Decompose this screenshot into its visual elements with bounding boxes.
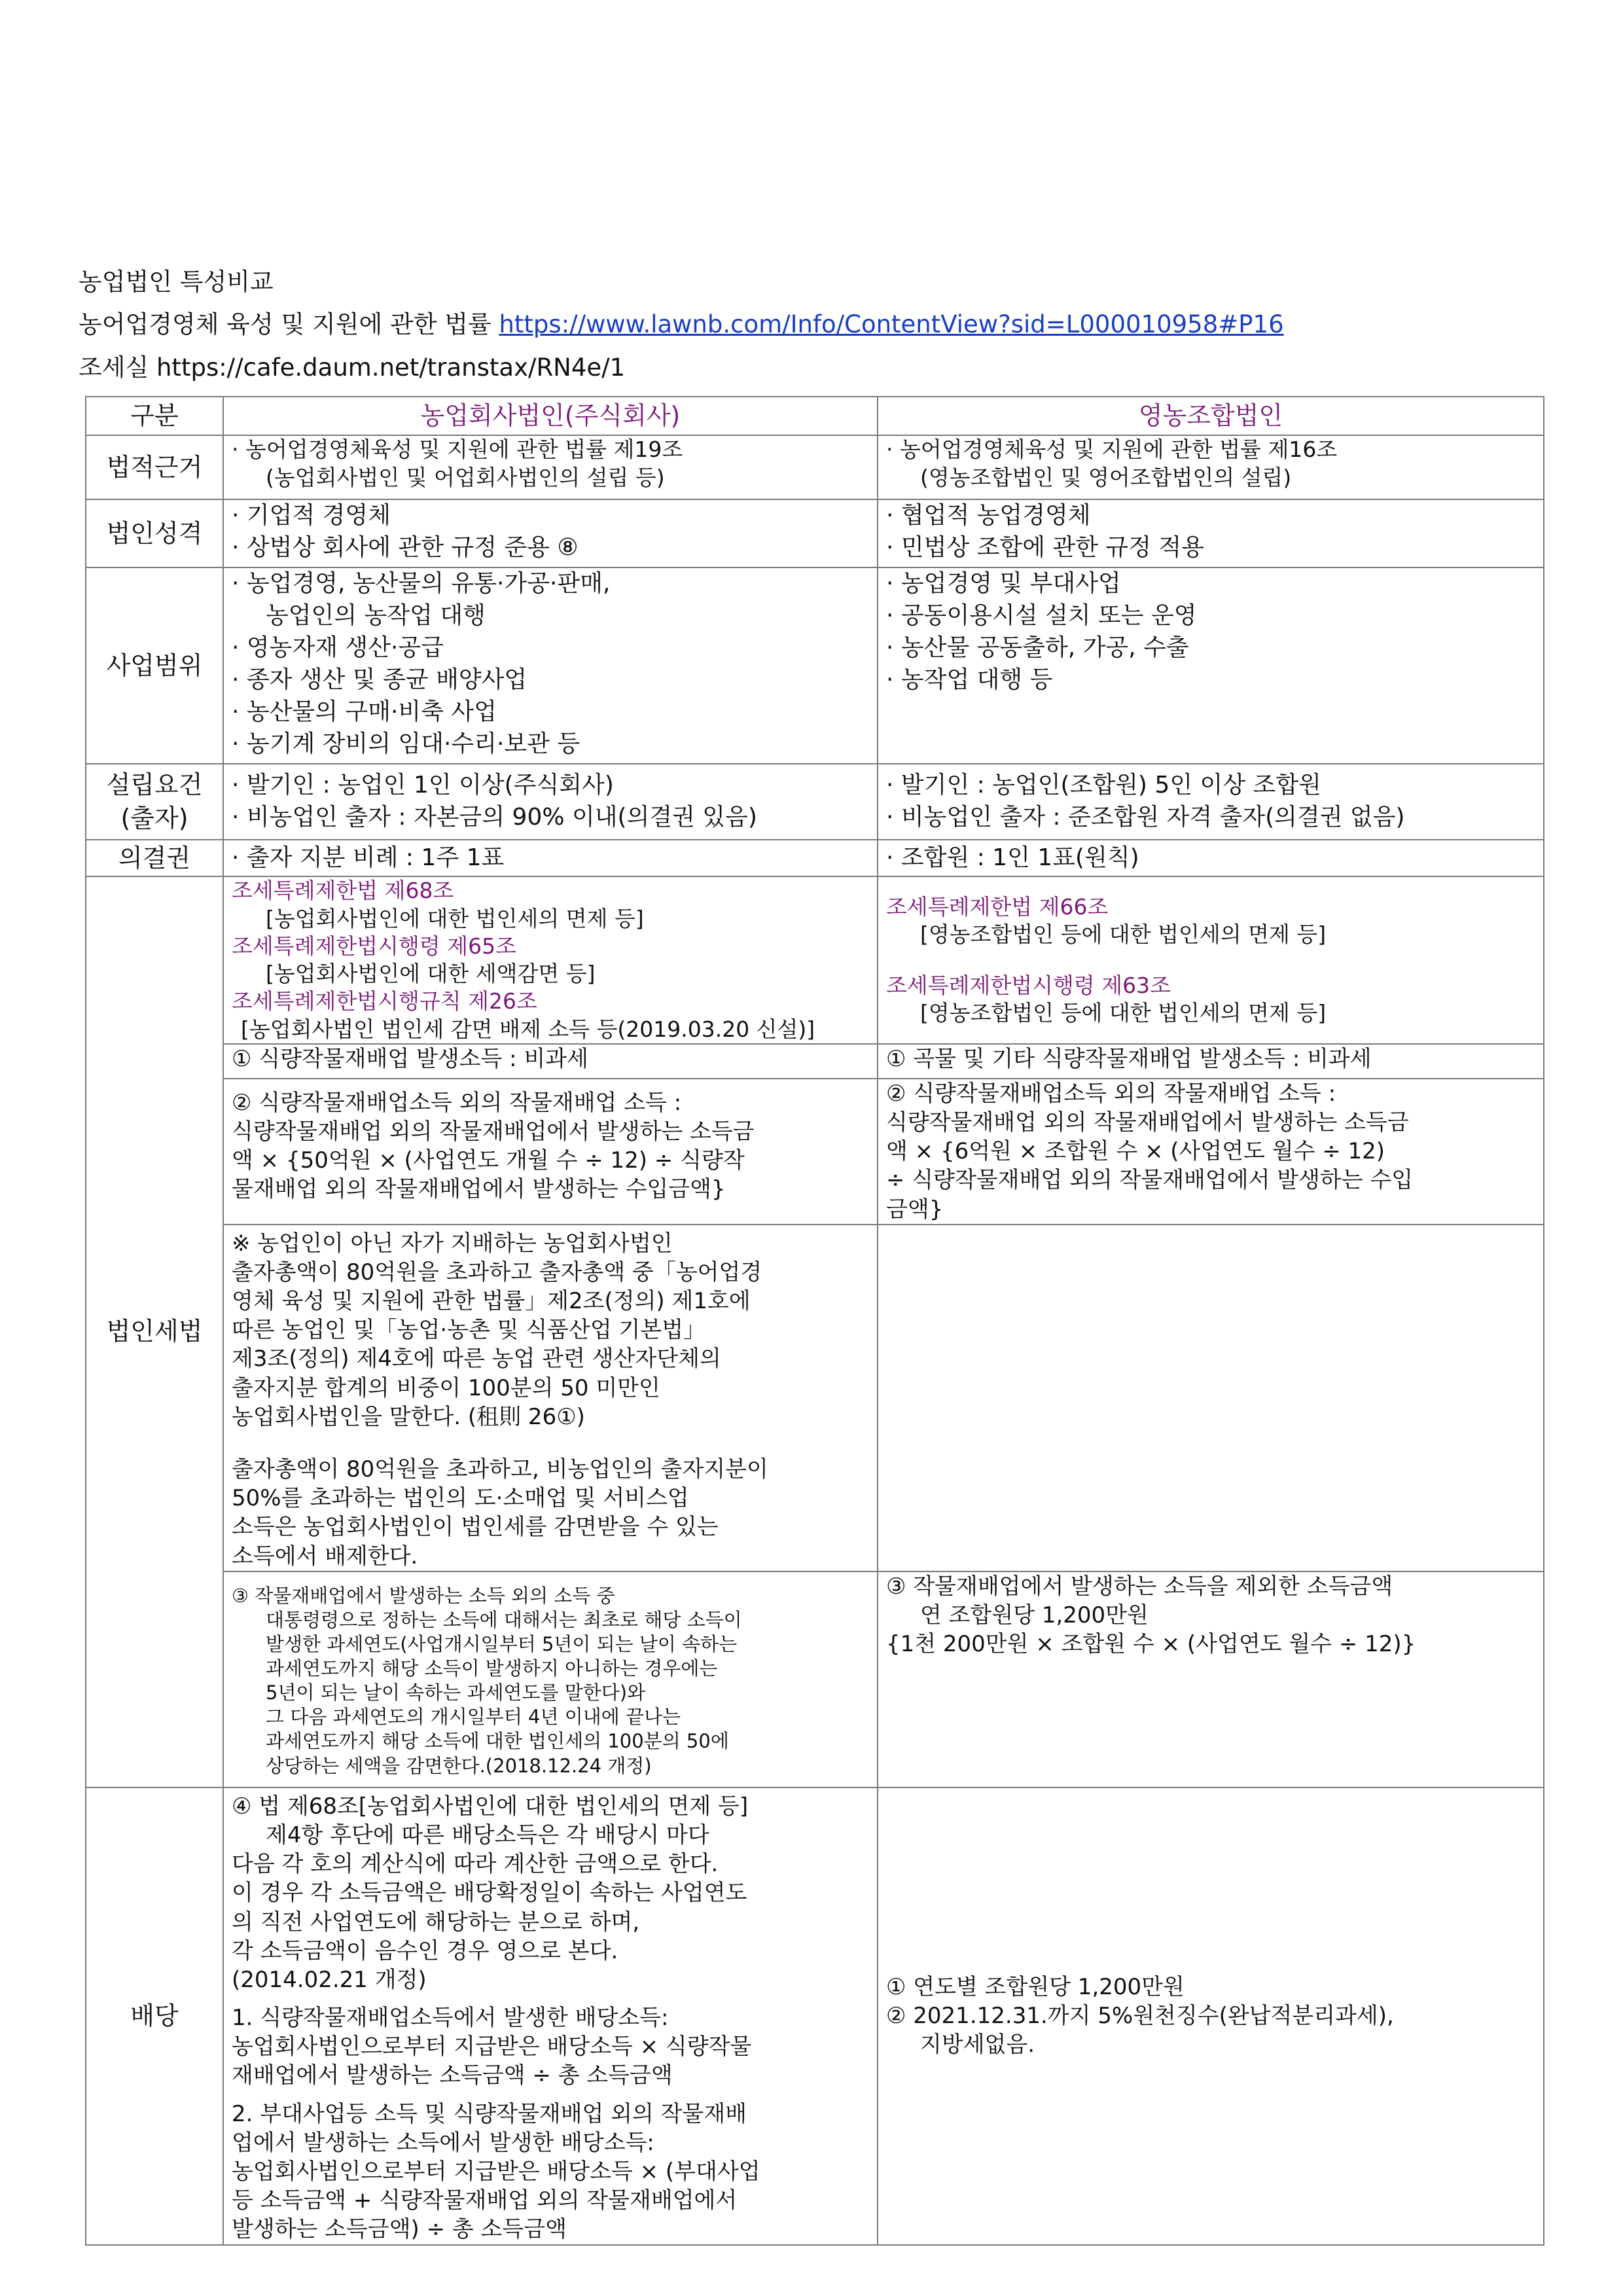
- text-line: 업에서 발생하는 소득에서 발생한 배당소득:: [232, 2129, 654, 2156]
- text-line: ① 연도별 조합원당 1,200만원: [886, 1973, 1185, 2000]
- row-corp-tax-item2: [86, 1079, 1544, 1225]
- text-line: · 기업적 경영체: [232, 502, 391, 529]
- text-line: ④ 법 제68조[농업회사법인에 대한 법인세의 면제 등]: [232, 1793, 749, 1820]
- header-agri-company: 농업회사법인(주식회사): [223, 397, 878, 435]
- text-line: 그 다음 과세연도의 개시일부터 4년 이내에 끝나는: [266, 1706, 681, 1729]
- text-line: 액 × {50억원 × (사업연도 개월 수 ÷ 12) ÷ 식량작: [232, 1147, 745, 1174]
- text-line: · 농산물의 구매·비축 사업: [232, 698, 497, 726]
- row-legal-basis: [86, 435, 1544, 499]
- text-line: 농업회사법인으로부터 지급받은 배당소득 × (부대사업: [232, 2159, 760, 2185]
- spacer: [232, 1994, 869, 2003]
- text-line: · 농기계 장비의 임대·수리·보관 등: [232, 730, 580, 758]
- text-line: · 영농자재 생산·공급: [232, 634, 444, 662]
- text-line: 이 경우 각 소득금액은 배당확정일이 속하는 사업연도: [232, 1880, 747, 1907]
- establish-right: [878, 764, 1544, 840]
- text-line: 금액}: [886, 1196, 944, 1223]
- law-ref-line: 조세특례제한법시행규칙 제26조: [232, 988, 537, 1014]
- text-line: 상당하는 세액을 감면한다.(2018.12.24 개정): [266, 1754, 652, 1777]
- text-line: · 비농업인 출자 : 자본금의 90% 이내(의결권 있음): [232, 804, 757, 831]
- row-voting: [86, 840, 1544, 876]
- text-line: 액 × {6억원 × 조합원 수 × (사업연도 월수 ÷ 12): [886, 1138, 1385, 1165]
- law-reference-label: 농어업경영체 육성 및 지원에 관한 법률: [79, 310, 499, 338]
- corp-tax-notes-right-empty: [878, 1225, 1544, 1571]
- text-line: 5년이 되는 날이 속하는 과세연도를 말한다)와: [266, 1681, 646, 1704]
- text-line: 발생하는 소득금액) ÷ 총 소득금액: [232, 2216, 567, 2243]
- row-label-legal-basis: 법적근거: [86, 435, 223, 499]
- text-line: · 농산물 공동출하, 가공, 수출: [886, 634, 1189, 662]
- law-ref-line: [영농조합법인 등에 대한 법인세의 면제 등]: [920, 1000, 1327, 1026]
- legal-basis-left: [223, 435, 878, 499]
- text-line: 과세연도까지 해당 소득이 발생하지 아니하는 경우에는: [266, 1657, 718, 1680]
- header-category: 구분: [86, 397, 223, 435]
- text-line: 제4항 후단에 따른 배당소득은 각 배당시 마다: [266, 1821, 709, 1848]
- legal-basis-right: [878, 435, 1544, 499]
- text-line: 출자총액이 80억원을 초과하고, 비농업인의 출자지분이: [232, 1456, 768, 1483]
- scope-right: [878, 567, 1544, 764]
- text-line: ② 2021.12.31.까지 5%원천징수(완납적분리과세),: [886, 2003, 1394, 2030]
- text-line: 물재배업 외의 작물재배업에서 발생하는 수입금액}: [232, 1176, 726, 1203]
- row-label-line: (출자): [120, 804, 188, 833]
- voting-left: [223, 840, 878, 876]
- text-line: · 공동이용시설 설치 또는 운영: [886, 602, 1197, 630]
- voting-right: [878, 840, 1544, 876]
- text-line: 대통령령으로 정하는 소득에 대해서는 최초로 해당 소득이: [266, 1608, 742, 1631]
- corp-tax-item3-left: [223, 1571, 878, 1787]
- law-ref-line: 조세특례제한법 제68조: [232, 878, 454, 904]
- text-line: ③ 작물재배업에서 발생하는 소득 외의 소득 중: [232, 1584, 615, 1607]
- law-ref-line: 조세특례제한법시행령 제63조: [886, 973, 1171, 999]
- text-line: · 조합원 : 1인 1표(원칙): [886, 844, 1139, 871]
- text-line: · 상법상 회사에 관한 규정 준용 ⑧: [232, 534, 579, 562]
- dividend-left: [223, 1787, 878, 2245]
- table-header-row: [86, 397, 1544, 435]
- law-ref-line: [농업회사법인에 대한 법인세의 면제 등]: [266, 905, 644, 931]
- text-line: 소득에서 배제한다.: [232, 1543, 418, 1570]
- text-line: · 농어업경영체육성 및 지원에 관한 법률 제16조: [886, 437, 1338, 463]
- text-line: · 민법상 조합에 관한 규정 적용: [886, 534, 1204, 562]
- text-line: · 농작업 대행 등: [886, 666, 1053, 694]
- text-line: 농업회사법인을 말한다. (租則 26①): [232, 1403, 585, 1430]
- nature-right: [878, 499, 1544, 567]
- law-ref-line: [농업회사법인에 대한 세액감면 등]: [266, 961, 596, 987]
- text-line: · 농업경영 및 부대사업: [886, 570, 1121, 598]
- text-line: 의 직전 사업연도에 해당하는 분으로 하며,: [232, 1909, 640, 1935]
- text-line: 따른 농업인 및「농업·농촌 및 식품산업 기본법」: [232, 1317, 706, 1344]
- nature-left: [223, 499, 878, 567]
- text-line: 제3조(정의) 제4호에 따른 농업 관련 생산자단체의: [232, 1346, 721, 1372]
- row-label-nature: 법인성격: [86, 499, 223, 567]
- text-line: · 종자 생산 및 종균 배양사업: [232, 666, 527, 694]
- text-line: · 발기인 : 농업인 1인 이상(주식회사): [232, 772, 614, 799]
- text-line: · 발기인 : 농업인(조합원) 5인 이상 조합원: [886, 772, 1321, 799]
- text-line: ※ 농업인이 아닌 자가 지배하는 농업회사법인: [232, 1230, 673, 1257]
- text-line: 출자총액이 80억원을 초과하고 출자총액 중「농어업경: [232, 1259, 762, 1285]
- text-line: ① 곡물 및 기타 식량작물재배업 발생소득 : 비과세: [886, 1045, 1372, 1072]
- law-ref-line: [영농조합법인 등에 대한 법인세의 면제 등]: [920, 921, 1327, 947]
- text-line: {1천 200만원 × 조합원 수 × (사업연도 월수 ÷ 12)}: [886, 1631, 1416, 1658]
- corp-tax-item1-right: [878, 1044, 1544, 1079]
- text-line: 식량작물재배업 외의 작물재배업에서 발생하는 소득금: [232, 1118, 755, 1145]
- law-ref-line: [농업회사법인 법인세 감면 배제 소득 등(2019.03.20 신설)]: [241, 1016, 815, 1042]
- cafe-reference: 조세실 https://cafe.daum.net/transtax/RN4e/1: [79, 353, 626, 382]
- row-label-scope: 사업범위: [86, 567, 223, 764]
- header-farming-association: 영농조합법인: [878, 397, 1544, 435]
- text-line: 과세연도까지 해당 소득에 대한 법인세의 100분의 50에: [266, 1730, 729, 1753]
- text-line: ② 식량작물재배업소득 외의 작물재배업 소득 :: [232, 1089, 682, 1116]
- text-line: 출자지분 합계의 비중이 100분의 50 미만인: [232, 1374, 660, 1401]
- establish-left: [223, 764, 878, 840]
- text-line: 2. 부대사업등 소득 및 식량작물재배업 외의 작물재배: [232, 2100, 747, 2127]
- text-line: ③ 작물재배업에서 발생하는 소득을 제외한 소득금액: [886, 1573, 1393, 1600]
- row-corp-tax-refs: [86, 876, 1544, 1043]
- corp-tax-item3-right: [878, 1571, 1544, 1787]
- text-line: 각 소득금액이 음수인 경우 영으로 본다.: [232, 1937, 618, 1964]
- row-label-corp-tax: 법인세법: [86, 876, 223, 1787]
- spacer: [232, 2090, 869, 2100]
- corp-tax-item2-left: [223, 1079, 878, 1225]
- text-line: ① 식량작물재배업 발생소득 : 비과세: [232, 1045, 588, 1072]
- corp-tax-item2-right: [878, 1079, 1544, 1225]
- text-line: 연 조합원당 1,200만원: [920, 1602, 1149, 1628]
- document-title: 농업법인 특성비교: [79, 268, 274, 296]
- text-line: · 출자 지분 비례 : 1주 1표: [232, 844, 505, 871]
- law-ref-line: 조세특례제한법 제66조: [886, 893, 1109, 920]
- row-label-voting: 의결권: [86, 840, 223, 876]
- row-scope: [86, 567, 1544, 764]
- law-reference-link[interactable]: https://www.lawnb.com/Info/ContentView?sid=L000010958#P16: [499, 310, 1284, 338]
- text-line: · 농어업경영체육성 및 지원에 관한 법률 제19조: [232, 437, 683, 463]
- comparison-table: [85, 396, 1544, 2246]
- text-line: 50%를 초과하는 법인의 도·소매업 및 서비스업: [232, 1485, 689, 1512]
- spacer: [232, 1431, 869, 1455]
- corp-tax-refs-left: [223, 876, 878, 1043]
- scope-left: [223, 567, 878, 764]
- text-line: · 협업적 농업경영체: [886, 502, 1091, 529]
- row-corp-tax-item3: [86, 1571, 1544, 1787]
- spacer: [886, 948, 1535, 972]
- text-line: 등 소득금액 + 식량작물재배업 외의 작물재배업에서: [232, 2187, 738, 2214]
- dividend-right: [878, 1787, 1544, 2245]
- row-label-line: 설립요건: [106, 770, 203, 800]
- row-corp-tax-notes: [86, 1225, 1544, 1571]
- row-nature: [86, 499, 1544, 567]
- text-line: 식량작물재배업 외의 작물재배업에서 발생하는 소득금: [886, 1109, 1409, 1136]
- law-ref-line: 조세특례제한법시행령 제65조: [232, 933, 517, 959]
- text-line: 다음 각 호의 계산식에 따라 계산한 금액으로 한다.: [232, 1851, 719, 1878]
- text-line: ÷ 식량작물재배업 외의 작물재배업에서 발생하는 수입: [886, 1167, 1414, 1194]
- text-line: 농업회사법인으로부터 지급받은 배당소득 × 식량작물: [232, 2034, 752, 2060]
- row-label-establish: [86, 764, 223, 840]
- corp-tax-refs-right: [878, 876, 1544, 1043]
- text-line: · 비농업인 출자 : 준조합원 자격 출자(의결권 없음): [886, 804, 1405, 831]
- text-line: (2014.02.21 개정): [232, 1966, 427, 1993]
- text-line: 지방세없음.: [920, 2032, 1035, 2058]
- row-dividend: [86, 1787, 1544, 2245]
- text-line: 영체 육성 및 지원에 관한 법률」제2조(정의) 제1호에: [232, 1288, 751, 1315]
- text-line: · 농업경영, 농산물의 유통·가공·판매,: [232, 570, 611, 598]
- text-line: 발생한 과세연도(사업개시일부터 5년이 되는 날이 속하는: [266, 1633, 738, 1656]
- row-label-dividend: 배당: [86, 1787, 223, 2245]
- text-line: (영농조합법인 및 영어조합법인의 설립): [920, 464, 1292, 490]
- row-corp-tax-item1: [86, 1044, 1544, 1079]
- text-line: (농업회사법인 및 어업회사법인의 설립 등): [266, 464, 665, 490]
- text-line: 소득은 농업회사법인이 법인세를 감면받을 수 있는: [232, 1514, 719, 1541]
- text-line: 1. 식량작물재배업소득에서 발생한 배당소득:: [232, 2005, 669, 2032]
- text-line: 농업인의 농작업 대행: [266, 602, 486, 630]
- text-line: 재배업에서 발생하는 소득금액 ÷ 총 소득금액: [232, 2062, 673, 2089]
- law-reference-line: [79, 312, 1284, 336]
- corp-tax-item1-left: [223, 1044, 878, 1079]
- corp-tax-notes-left: [223, 1225, 878, 1571]
- row-establish: [86, 764, 1544, 840]
- text-line: ② 식량작물재배업소득 외의 작물재배업 소득 :: [886, 1080, 1336, 1107]
